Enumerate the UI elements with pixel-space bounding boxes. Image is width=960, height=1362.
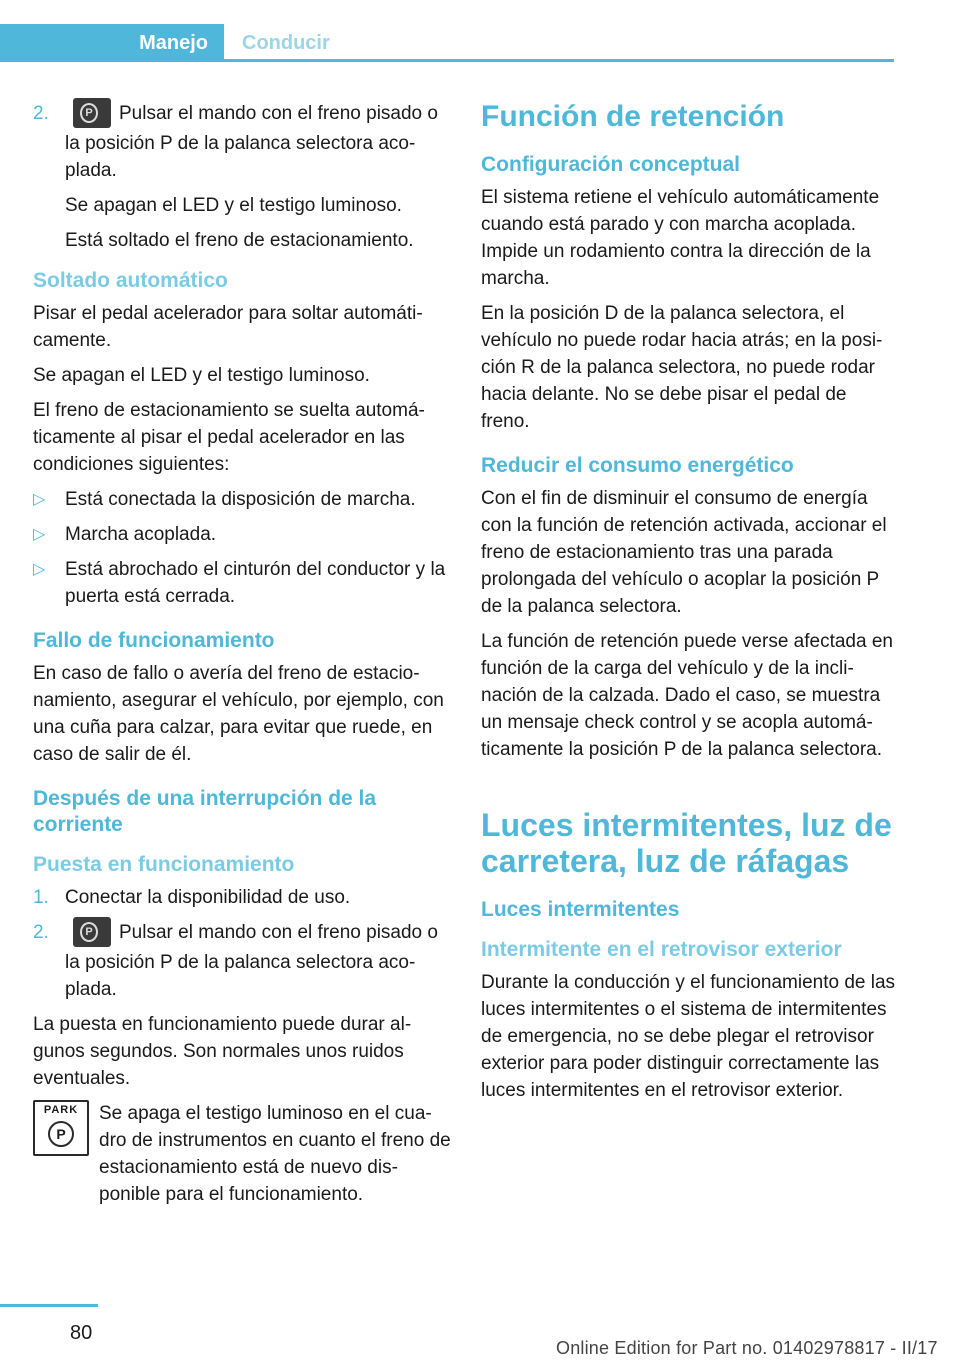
tab-manejo-label: Manejo xyxy=(139,32,208,54)
heading-reducir: Reducir el consumo energético xyxy=(481,454,794,477)
right-column xyxy=(481,100,899,1112)
header-rule xyxy=(0,59,894,62)
heading-despues: Después de una interrupción de la corriente xyxy=(33,787,377,836)
bullet-triangle-icon: ▷ xyxy=(33,526,46,543)
heading-intermitentes: Luces intermitentes xyxy=(481,898,680,921)
para-config-2: En la posición D de la palanca selectora, el vehículo no puede rodar hacia atrás; en la posición R de la palanca selectora, no puede rodar hacia delante. No se debe pisar el pedal de freno. xyxy=(481,303,883,432)
tab-manejo[interactable] xyxy=(0,24,224,62)
park-warning-icon xyxy=(33,1100,89,1156)
step-2-release xyxy=(33,100,451,254)
para-testigo: Se apaga el testigo luminoso en el cuadro de instrumentos en cuanto el freno de estacionamiento está de nuevo disponible para el funcionamiento. xyxy=(99,1103,451,1205)
bullet-triangle-icon: ▷ xyxy=(33,561,46,578)
para-soltado-2: Se apagan el LED y el testigo luminoso. xyxy=(33,365,370,386)
step-text: Pulsar el mando con el freno pisado o la posición P de la palanca selectora acoplada. xyxy=(65,922,438,1000)
park-symbol: P xyxy=(48,1121,74,1147)
heading-fallo: Fallo de funcionamiento xyxy=(33,629,275,652)
heading-luces: Luces intermitentes, luz de carretera, luz de ráfagas xyxy=(481,807,892,879)
bullet-triangle-icon: ▷ xyxy=(33,491,46,508)
step-note-released: Está soltado el freno de estacionamiento. xyxy=(65,230,414,251)
parking-brake-button-icon xyxy=(73,98,111,128)
heading-puesta: Puesta en funcionamiento xyxy=(33,853,295,876)
para-config-1: El sistema retiene el vehículo automáticamente cuando está parado y con marcha acoplada. Impide un rodamiento contra la dirección de la marcha. xyxy=(481,187,880,289)
step-2-press xyxy=(33,919,451,1003)
list-item-text: Está abrochado el cinturón del conductor y la puerta está cerrada. xyxy=(65,559,446,607)
step-note-led: Se apagan el LED y el testigo luminoso. xyxy=(65,195,402,216)
heading-soltado: Soltado automático xyxy=(33,269,228,292)
page-number: 80 xyxy=(70,1322,93,1344)
para-reducir-2: La función de retención puede verse afectada en función de la carga del vehículo y de la inclinación de la calzada. Dado el caso, se muestra un mensaje check control y se acopla automáticamente la posición P de la palanca selectora. xyxy=(481,631,893,760)
para-retrovisor: Durante la conducción y el funcionamiento de las luces intermitentes o el sistema de intermitentes de emergencia, no se debe plegar el retrovisor exterior para poder distinguir correctamente las luces intermitentes en el retrovisor exterior. xyxy=(481,972,896,1101)
header-bar xyxy=(0,24,894,62)
parking-brake-button-icon xyxy=(73,917,111,947)
list-item-text: Está conectada la disposición de marcha. xyxy=(65,489,416,510)
heading-retrovisor: Intermitente en el retrovisor exterior xyxy=(481,938,842,961)
para-soltado-3: El freno de estacionamiento se suelta automáticamente al pisar el pedal acelerador en las condiciones siguientes: xyxy=(33,400,425,475)
step-text: Conectar la disponibilidad de uso. xyxy=(65,887,351,908)
edition-note: Online Edition for Part no. 01402978817 - II/17 xyxy=(556,1338,938,1358)
list-item xyxy=(33,486,451,513)
para-soltado-1: Pisar el pedal acelerador para soltar automáticamente. xyxy=(33,303,423,351)
list-item xyxy=(33,556,451,610)
left-column xyxy=(33,100,451,1208)
park-note xyxy=(33,1100,451,1208)
tab-conducir[interactable]: Conducir xyxy=(242,32,330,54)
para-puesta: La puesta en funcionamiento puede durar algunos segundos. Son normales unos ruidos eventuales. xyxy=(33,1014,412,1089)
para-reducir-1: Con el fin de disminuir el consumo de energía con la función de retención activada, accionar el freno de estacionamiento tras una parada prolongada del vehículo o acoplar la posición P de la palanca selectora. xyxy=(481,488,887,617)
list-item-text: Marcha acoplada. xyxy=(65,524,217,545)
heading-funcion-retencion: Función de retención xyxy=(481,100,785,133)
step-number: 2. xyxy=(33,922,49,943)
para-fallo: En caso de fallo o avería del freno de estacionamiento, asegurar el vehículo, por ejemplo, con una cuña para calzar, para evitar que ruede, en caso de salir de él. xyxy=(33,663,444,765)
footer-rule xyxy=(0,1304,98,1307)
step-number: 1. xyxy=(33,887,49,908)
step-text: Pulsar el mando con el freno pisado o la posición P de la palanca selectora acoplada. xyxy=(65,103,438,181)
park-label: PARK xyxy=(43,1104,79,1116)
step-1-ready xyxy=(33,884,451,911)
step-number: 2. xyxy=(33,103,49,124)
heading-configuracion: Configuración conceptual xyxy=(481,153,741,176)
list-item xyxy=(33,521,451,548)
